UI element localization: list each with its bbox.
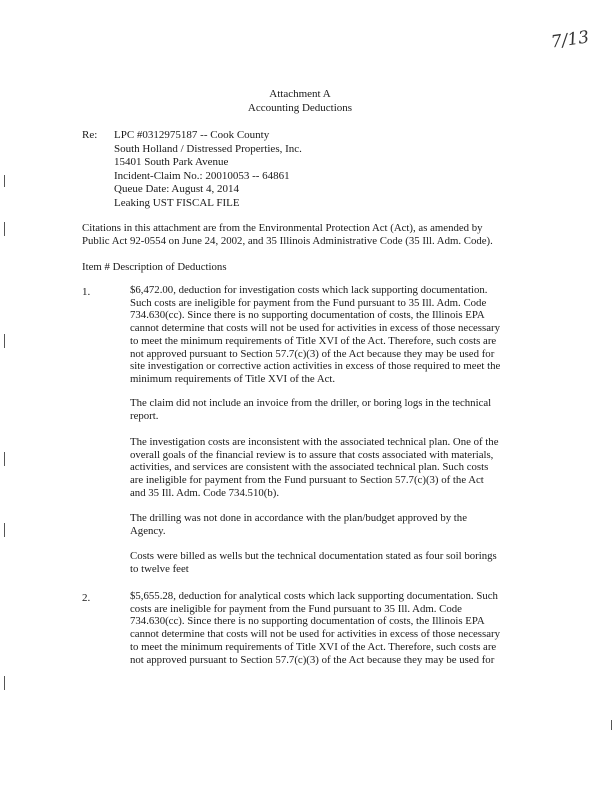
- scan-edge-mark: [4, 523, 5, 537]
- scan-edge-mark: [611, 720, 612, 730]
- header-title: Attachment A: [269, 88, 331, 100]
- text-line: Public Act 92-0554 on June 24, 2002, and 35 Illinois Administrative Code (35 Ill. Adm. Code).: [82, 234, 493, 247]
- text-line: cannot determine that costs will not be used for activities in excess of those necessary: [130, 322, 500, 335]
- text-line: overall goals of the financial review is to assure that costs associated with materials,: [130, 448, 494, 461]
- text-line: cannot determine that costs will not be used for activities in excess of those necessary: [130, 628, 500, 641]
- scan-edge-mark: [4, 334, 5, 348]
- scan-edge-mark: [4, 175, 5, 187]
- item-paragraph: [130, 284, 600, 386]
- text-line: $5,655.28, deduction for analytical costs which lack supporting documentation. Such: [130, 590, 498, 602]
- re-block: [114, 129, 302, 210]
- text-line: site investigation or corrective action activities in excess of those required to meet the: [130, 360, 501, 373]
- text-line: report.: [130, 409, 159, 422]
- scan-edge-mark: [4, 676, 5, 690]
- item-paragraph: [130, 397, 600, 422]
- text-line: Citations in this attachment are from the Environmental Protection Act (Act), as amended by: [82, 222, 483, 234]
- item-paragraph: [130, 512, 600, 537]
- item-paragraph: [130, 550, 600, 575]
- text-line: not approved pursuant to Section 57.7(c)(3) of the Act because they may be used for: [130, 653, 495, 666]
- text-line: to meet the minimum requirements of Title XVI of the Act. Therefore, such costs are: [130, 640, 497, 653]
- re-line: LPC #0312975187 -- Cook County: [114, 129, 270, 141]
- text-line: are ineligible for payment from the Fund pursuant to Section 57.7(c)(3) of the Act: [130, 474, 484, 487]
- item-paragraph: [130, 436, 600, 500]
- text-line: not approved pursuant to Section 57.7(c)(3) of the Act because they may be used for: [130, 347, 495, 360]
- scan-edge-mark: [4, 222, 5, 236]
- text-line: The drilling was not done in accordance with the plan/budget approved by the: [130, 512, 468, 524]
- text-line: 734.630(cc). Since there is no supporting documentation of costs, the Illinois EPA: [130, 615, 485, 628]
- text-line: minimum requirements of Title XVI of the Act.: [130, 372, 336, 385]
- text-line: Agency.: [130, 524, 166, 537]
- re-line: Queue Date: August 4, 2014: [114, 183, 239, 195]
- item-heading: Item # Description of Deductions: [82, 261, 227, 273]
- item-paragraph: [130, 590, 600, 666]
- re-line: Incident-Claim No.: 20010053 -- 64861: [114, 169, 290, 182]
- text-line: $6,472.00, deduction for investigation costs which lack supporting documentation.: [130, 284, 488, 296]
- re-label: Re:: [82, 129, 98, 141]
- item-number: 2.: [82, 592, 91, 604]
- scan-edge-mark: [4, 452, 5, 466]
- item-number: 1.: [82, 286, 91, 298]
- re-line: South Holland / Distressed Properties, Inc.: [114, 142, 302, 155]
- text-line: activities, and services are consistent with the associated technical plan. Such costs: [130, 461, 489, 474]
- text-line: and 35 Ill. Adm. Code 734.510(b).: [130, 486, 280, 499]
- header-subtitle: Accounting Deductions: [247, 102, 353, 114]
- text-line: to twelve feet: [130, 562, 189, 575]
- text-line: 734.630(cc). Since there is no supporting documentation of costs, the Illinois EPA: [130, 309, 485, 322]
- text-line: to meet the minimum requirements of Title XVI of the Act. Therefore, such costs are: [130, 334, 497, 347]
- document-header: [180, 87, 420, 115]
- text-line: The investigation costs are inconsistent with the associated technical plan. One of the: [130, 436, 499, 448]
- text-line: The claim did not include an invoice from the driller, or boring logs in the technical: [130, 397, 492, 409]
- text-line: Such costs are ineligible for payment from the Fund pursuant to 35 Ill. Adm. Code: [130, 296, 487, 309]
- handwritten-page-mark: 7/13: [549, 27, 591, 53]
- text-line: Costs were billed as wells but the technical documentation stated as four soil borings: [130, 550, 497, 562]
- re-line: Leaking UST FISCAL FILE: [114, 196, 240, 209]
- re-line: 15401 South Park Avenue: [114, 156, 229, 168]
- text-line: costs are ineligible for payment from the Fund pursuant to 35 Ill. Adm. Code: [130, 602, 462, 615]
- citations-paragraph: [82, 222, 602, 247]
